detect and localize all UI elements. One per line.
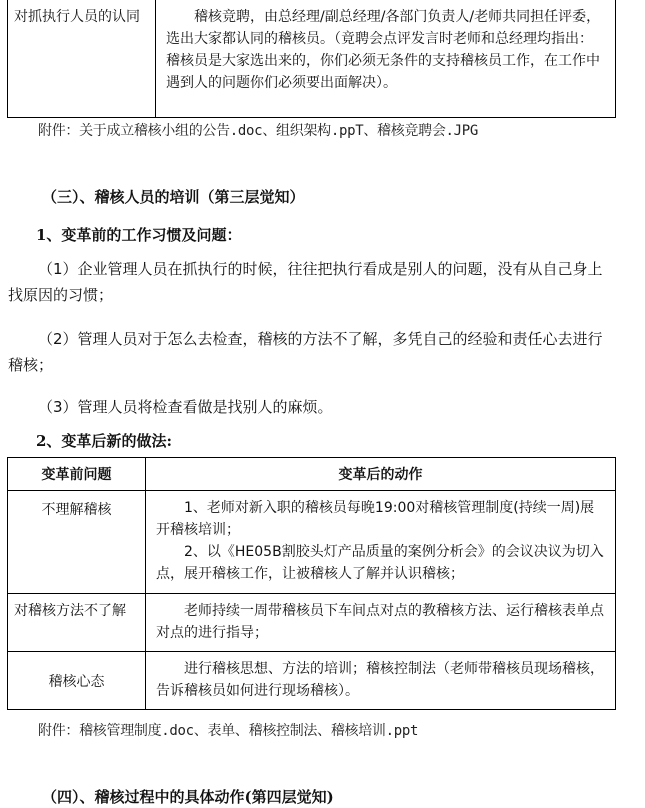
problem-cell: 稽核心态 <box>8 652 146 710</box>
attachment-line-1: 附件：关于成立稽核小组的公告.doc、组织架构.ppT、稽核竞聘会.JPG <box>38 123 479 139</box>
subsection-2-title: 2、变革后新的做法: <box>36 432 172 450</box>
top-table-left-cell <box>8 0 156 118</box>
section-3-title: （三）、稽核人员的培训（第三层觉知） <box>42 188 305 206</box>
table-row <box>8 652 616 710</box>
action-cell <box>146 652 616 710</box>
reform-table <box>7 457 616 710</box>
action-cell <box>146 491 616 594</box>
issue-3: （3）管理人员将检查看做是找别人的麻烦。 <box>38 398 333 416</box>
top-table-right-text: 稽核竞聘，由总经理/副总经理/各部门负责人/老师共同担任评委，选出大家都认同的稽核员。（竟聘会点评发言时老师和总经理均指出：稽核员是大家选出来的，你们必须无条件的支持稽核员工作，在工作中遇到人的问题你们必须要出面解决）。 <box>166 9 601 91</box>
table-row <box>8 594 616 652</box>
action-cell <box>146 594 616 652</box>
issue-1: （1）企业管理人员在抓执行的时候，往往把执行看成是别人的问题，没有从自己身上找原因的习惯； <box>8 260 603 304</box>
header-before: 变革前问题 <box>8 458 146 491</box>
section-4-title: （四）、稽核过程中的具体动作(第四层觉知) <box>42 788 334 806</box>
attachment-line-2: 附件：稽核管理制度.doc、表单、稽核控制法、稽核培训.ppt <box>38 723 419 739</box>
problem-cell: 对稽核方法不了解 <box>8 594 146 652</box>
top-table <box>7 0 616 118</box>
action-text: 1、老师对新入职的稽核员每晚19:00对稽核管理制度(持续一周)展开稽核培训； <box>156 500 595 538</box>
issue-2: （2）管理人员对于怎么去检查，稽核的方法不了解，多凭自己的经验和责任心去进行稽核； <box>8 330 603 374</box>
action-text: 2、以《HE05B割胶头灯产品质量的案例分析会》的会议决议为切入点，展开稽核工作，让被稽核人了解并认识稽核； <box>156 544 604 582</box>
subsection-1-title: 1、变革前的工作习惯及问题： <box>36 226 242 244</box>
action-text: 进行稽核思想、方法的培训；稽核控制法（老师带稽核员现场稽核，告诉稽核员如何进行现场稽核）。 <box>156 661 604 699</box>
action-text: 老师持续一周带稽核员下车间点对点的教稽核方法、运行稽核表单点对点的进行指导； <box>156 603 604 641</box>
top-table-right-cell <box>156 0 616 118</box>
problem-cell: 不理解稽核 <box>8 491 146 594</box>
header-after: 变革后的动作 <box>146 458 616 491</box>
table-row <box>8 491 616 594</box>
top-table-left-text: 对抓执行人员的认同 <box>14 9 140 25</box>
